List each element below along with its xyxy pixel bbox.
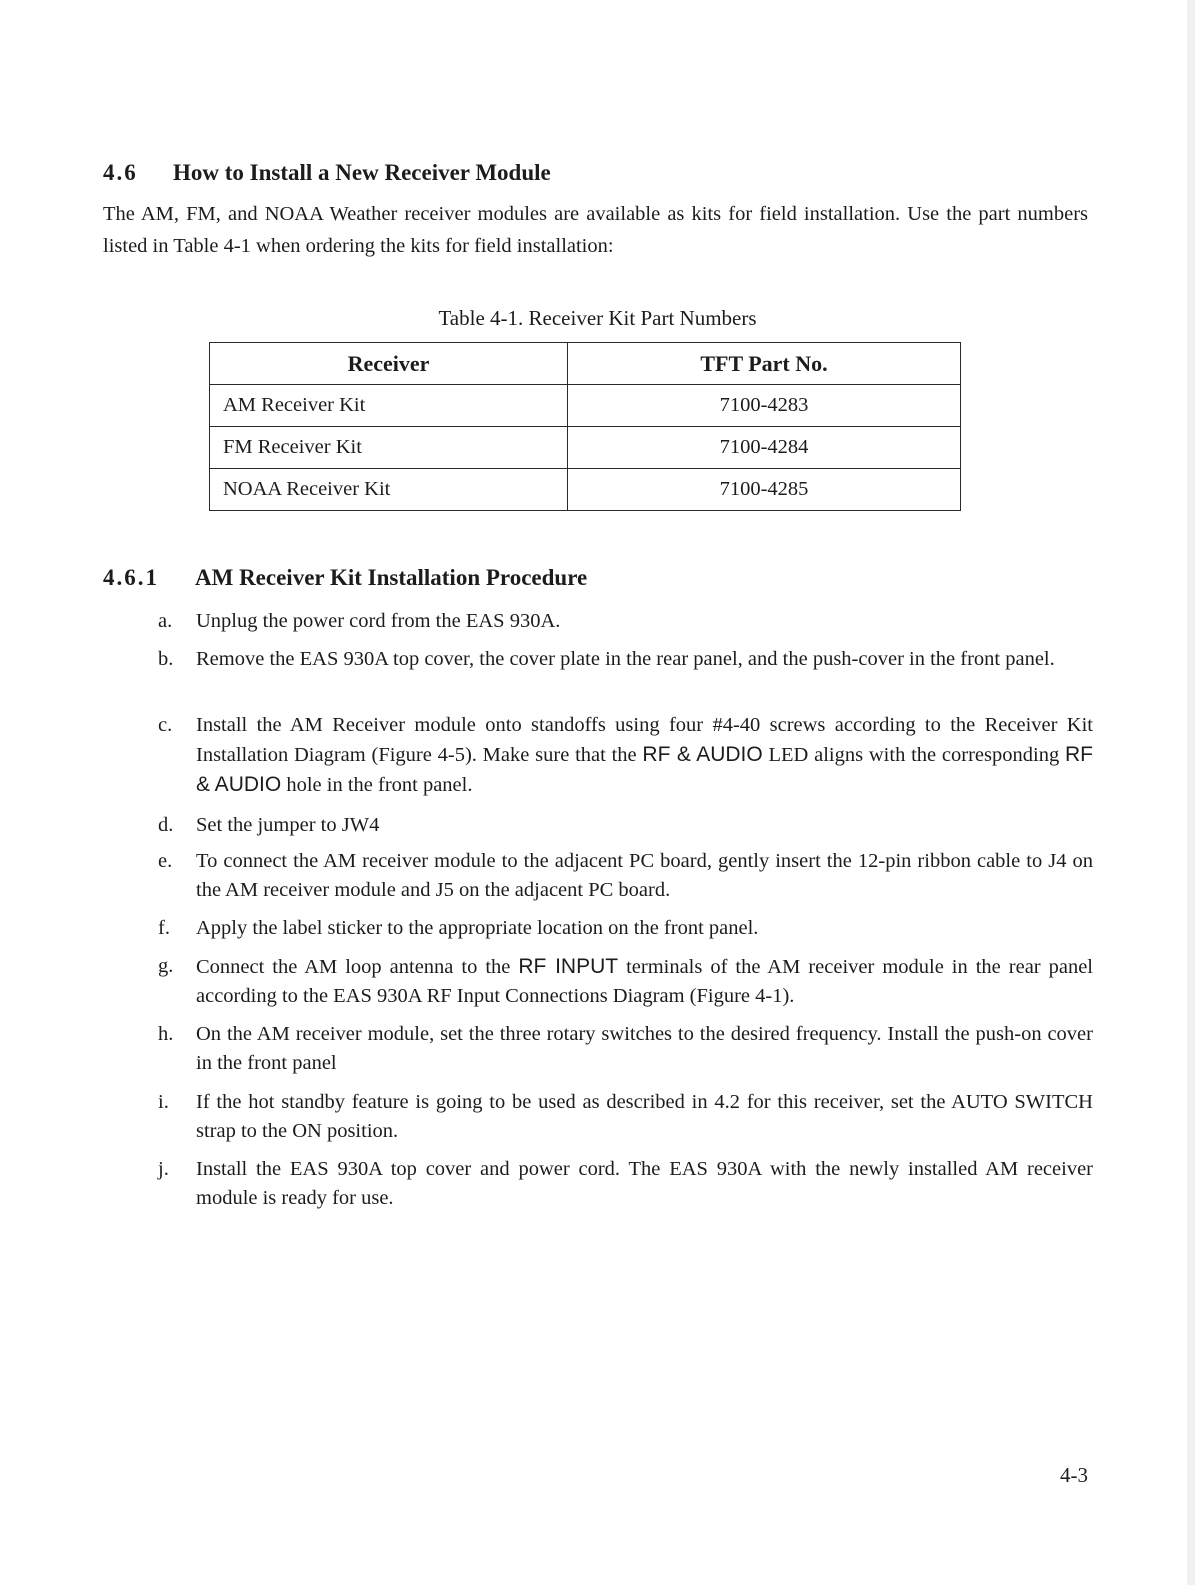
step-i: [155, 1088, 1093, 1146]
part-number-cell: 7100-4285: [568, 469, 961, 511]
table-header-row: [210, 343, 961, 385]
subsection-title: AM Receiver Kit Installation Procedure: [195, 565, 588, 590]
column-header-part-no: TFT Part No.: [568, 343, 961, 385]
step-text: If the hot standby feature is going to be used as described in 4.2 for this receiver, set the AUTO SWITCH strap to the ON position.: [196, 1091, 1093, 1142]
step-text-part: hole in the front panel.: [281, 774, 473, 796]
step-c: [155, 711, 1093, 800]
receiver-cell: AM Receiver Kit: [210, 385, 568, 427]
table-caption: Table 4-1. Receiver Kit Part Numbers: [438, 306, 757, 330]
step-text: To connect the AM receiver module to the adjacent PC board, gently insert the 12-pin ribbon cable to J4 on the AM receiver module and J5 on the adjacent PC board.: [196, 850, 1093, 901]
receiver-kit-table: [209, 342, 961, 511]
step-d: [155, 811, 1093, 840]
step-a: [155, 607, 1093, 636]
step-j: [155, 1155, 1093, 1213]
step-text-part: terminals of the AM receiver module in the rear panel according to the EAS 930A RF Input Connections Diagram (Figure 4-1).: [196, 956, 1093, 1007]
step-f: [155, 914, 1093, 943]
rf-audio-label: RF & AUDIO: [196, 743, 1093, 796]
rf-input-label: RF INPUT: [518, 955, 619, 978]
table-row: [210, 469, 961, 511]
step-letter: a.: [158, 610, 173, 632]
table-row: [210, 385, 961, 427]
step-text-part: LED aligns with the corresponding: [762, 744, 1065, 766]
section-heading: [103, 160, 551, 186]
step-g: [155, 952, 1093, 1011]
receiver-cell: NOAA Receiver Kit: [210, 469, 568, 511]
step-letter: h.: [158, 1023, 174, 1045]
step-letter: f.: [158, 917, 170, 939]
step-text-part: Install the AM Receiver module onto standoffs using four #4-40 screws according to the Receiver Kit Installation Diagram (Figure 4-5). Make sure that the: [196, 714, 1093, 766]
step-e: [155, 847, 1093, 905]
step-letter: i.: [158, 1091, 169, 1113]
step-text: [196, 711, 1093, 800]
rf-audio-label: RF & AUDIO: [642, 743, 763, 766]
page-edge: [1187, 0, 1195, 1585]
step-text: Set the jumper to JW4: [196, 814, 380, 836]
step-h: [155, 1020, 1093, 1078]
column-header-receiver: Receiver: [210, 343, 568, 385]
page-number: 4-3: [1060, 1463, 1088, 1487]
subsection-number: 4.6.1: [103, 565, 159, 590]
part-number-cell: 7100-4284: [568, 427, 961, 469]
part-number-cell: 7100-4283: [568, 385, 961, 427]
receiver-cell: FM Receiver Kit: [210, 427, 568, 469]
section-title: How to Install a New Receiver Module: [173, 160, 551, 185]
step-letter: d.: [158, 814, 174, 836]
step-text: Remove the EAS 930A top cover, the cover plate in the rear panel, and the push-cover in the front panel.: [196, 648, 1055, 670]
step-text: On the AM receiver module, set the three rotary switches to the desired frequency. Install the push-on cover in the front panel: [196, 1023, 1093, 1074]
step-text: [196, 952, 1093, 1011]
step-letter: b.: [158, 648, 174, 670]
step-letter: j.: [158, 1158, 169, 1180]
step-letter: c.: [158, 714, 173, 736]
step-letter: g.: [158, 955, 174, 977]
section-number: 4.6: [103, 160, 138, 185]
step-letter: e.: [158, 850, 173, 872]
step-text-part: Connect the AM loop antenna to the: [196, 956, 519, 978]
table-row: [210, 427, 961, 469]
step-b: [155, 645, 1093, 674]
subsection-heading: [103, 565, 587, 591]
intro-paragraph: The AM, FM, and NOAA Weather receiver modules are available as kits for field installation. Use the part numbers listed in Table 4-1 when ordering the kits for field installation:: [103, 203, 1088, 257]
step-text: Install the EAS 930A top cover and power cord. The EAS 930A with the newly installed AM receiver module is ready for use.: [196, 1158, 1093, 1209]
step-text: Unplug the power cord from the EAS 930A.: [196, 610, 561, 632]
step-text: Apply the label sticker to the appropriate location on the front panel.: [196, 917, 759, 939]
